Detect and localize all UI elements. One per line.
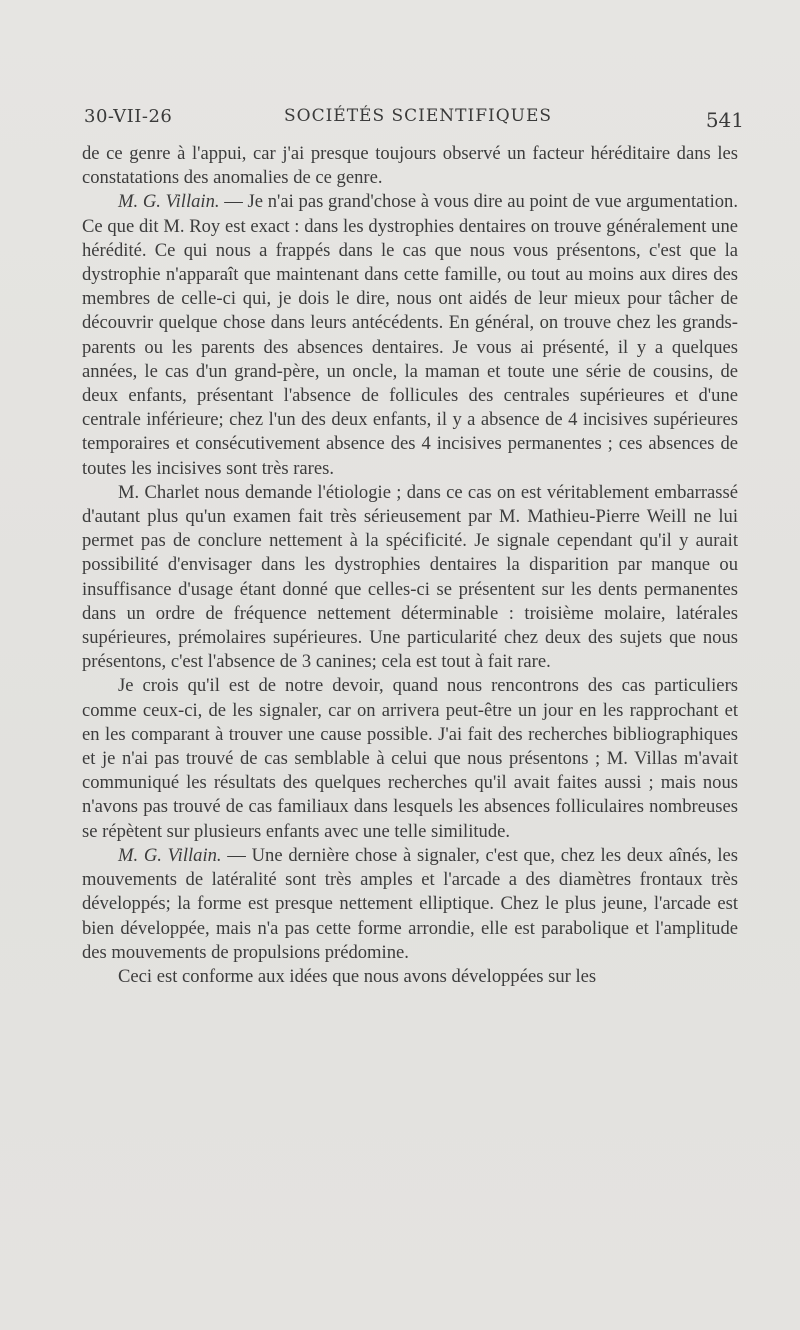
header-section-title: SOCIÉTÉS SCIENTIFIQUES [284, 106, 553, 126]
paragraph-text: Je crois qu'il est de notre devoir, quand nous rencontrons des cas particuliers comme ceux-ci, de les signaler, car on arrivera peut-être un jour en les rapprochant et en les comparant à trouver une cause possible. J'ai fait des recherches bibliographiques et je n'ai pas trouvé de cas semblable à celui que nous présentons ; M. Villas m'avait communiqué les résultats des quelques recherches qu'il avait faites aussi ; mais nous n'avons pas trouvé de cas familiaux dans lesquels les absences folliculaires nombreuses se répètent sur plusieurs enfants avec une telle similitude. [82, 675, 738, 842]
paragraph-text: Ceci est conforme aux idées que nous avons développées sur les [118, 965, 597, 987]
paragraph [82, 674, 738, 843]
paragraph-text: M. Charlet nous demande l'étiologie ; dans ce cas on est véritablement embarrassé d'autant plus qu'un examen fait très sérieusement par M. Mathieu-Pierre Weill ne lui permet pas de conclure nettement à la spécificité. Je signale cependant qu'il y aurait possibilité d'envisager dans les dystrophies dentaires la disparition par manque ou insuffisance d'usage étant donné que celles-ci se présentent sur les dents permanentes dans un ordre de fréquence nettement déterminable : troisième molaire, latérales supérieures, prémolaires supérieures. Une particularité chez deux des sujets que nous présentons, c'est l'absence de 3 canines; cela est tout à fait rare. [82, 481, 738, 673]
paragraph [82, 844, 738, 965]
paragraph-text: de ce genre à l'appui, car j'ai presque toujours observé un facteur héréditaire dans les constatations des anomalies de ce genre. [82, 143, 738, 189]
paragraph [82, 190, 738, 480]
body-text [82, 142, 738, 989]
paragraph-text: — Une dernière chose à signaler, c'est que, chez les deux aînés, les mouvements de latéralité sont très amples et l'arcade a des diamètres frontaux très développés; la forme est presque nettement elliptique. Chez le plus jeune, l'arcade est bien développée, mais n'a pas cette forme arrondie, elle est parabolique et l'amplitude des mouvements de propulsions prédomine. [82, 844, 738, 963]
running-header [84, 100, 744, 130]
speaker-name: M. G. Villain. [118, 844, 222, 866]
speaker-name: M. G. Villain. [118, 191, 220, 213]
paragraph-text: — Je n'ai pas grand'chose à vous dire au point de vue argumentation. Ce que dit M. Roy est exact : dans les dystrophies dentaires on trouve généralement une hérédité. Ce qui nous a frappés dans le cas que nous vous présentons, c'est que la dystrophie n'apparaît que maintenant dans cette famille, ou tout au moins aux dires des membres de celle-ci qui, je dois le dire, nous ont aidés de leur mieux pour tâcher de découvrir quelque chose dans leurs antécédents. En général, on trouve chez les grands-parents ou les parents des absences dentaires. Je vous ai présenté, il y a quelques années, le cas d'un grand-père, un oncle, la maman et toute une série de cousins, de deux enfants, présentant l'absence de follicules des centrales supérieures et d'une centrale inférieure; chez l'un des deux enfants, il y a absence de 4 incisives supérieures temporaires et consécutivement absence des 4 incisives permanentes ; ces absences de toutes les incisives sont très rares. [82, 191, 738, 479]
paragraph [82, 965, 738, 989]
paragraph [82, 481, 738, 675]
paragraph [82, 142, 738, 190]
header-date: 30-VII-26 [84, 106, 173, 127]
page-number: 541 [705, 108, 744, 132]
